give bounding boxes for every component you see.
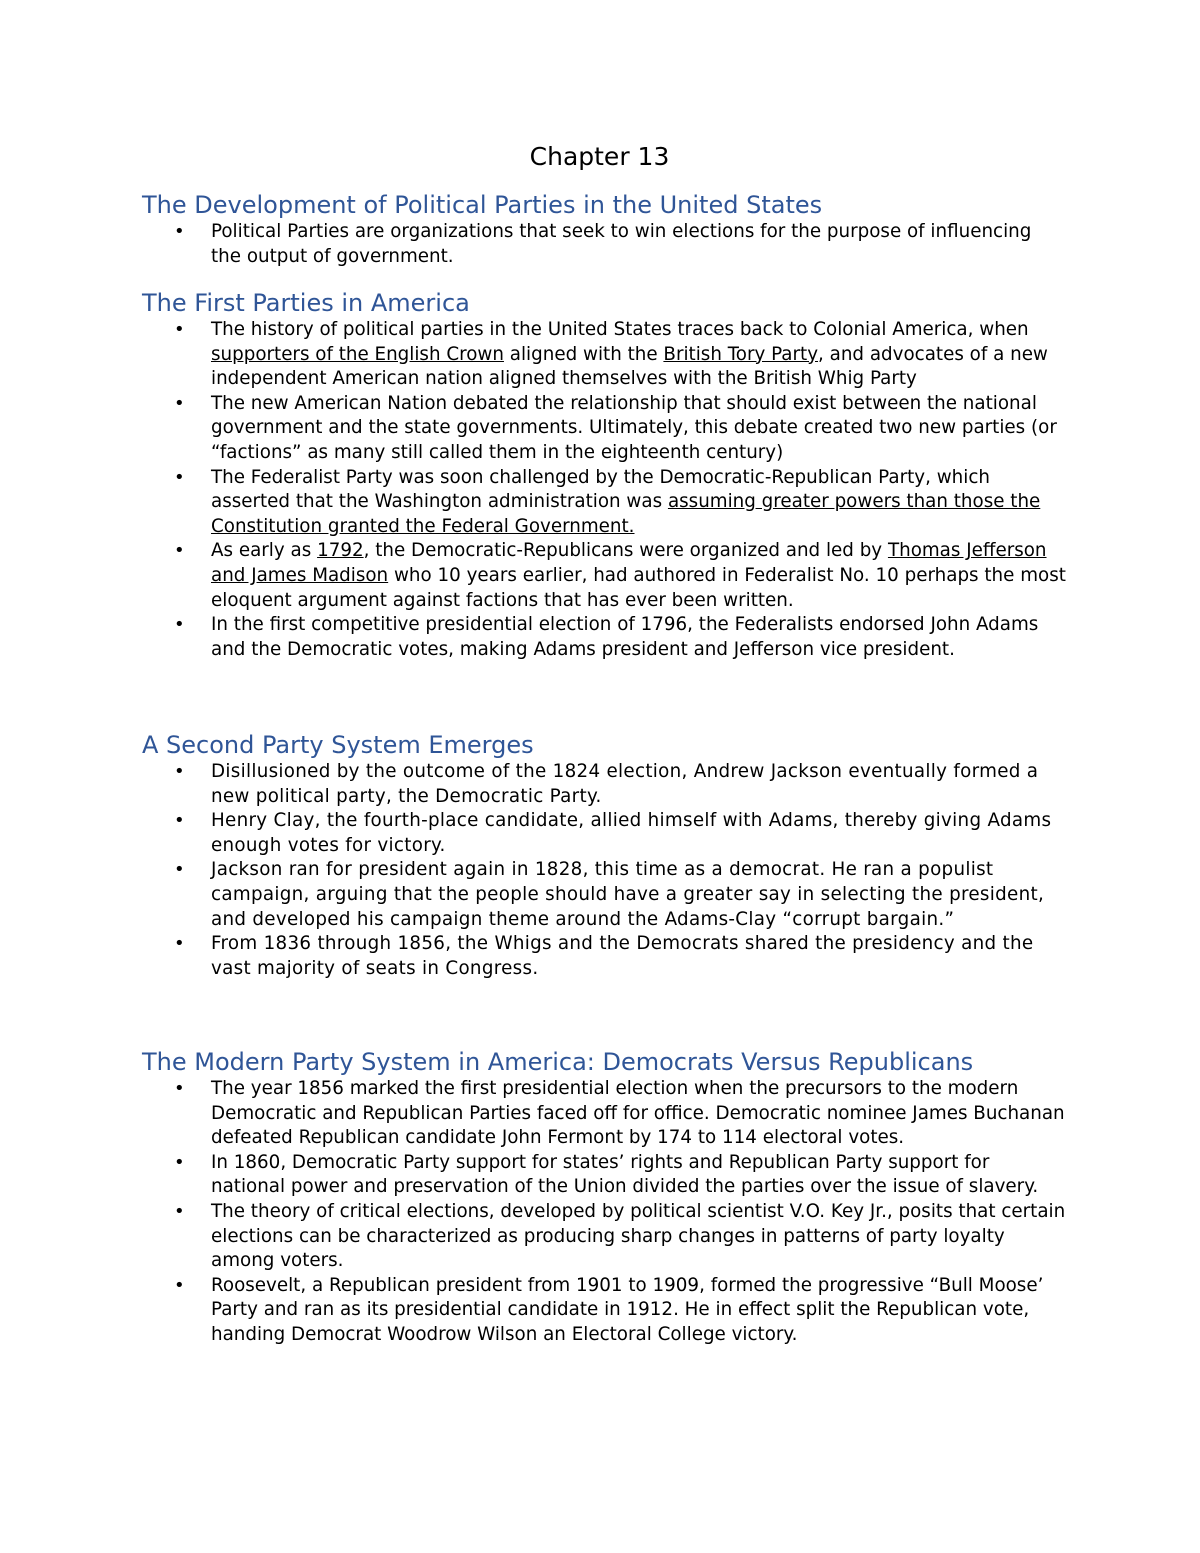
list-item: • Disillusioned by the outcome of the 1824 election, Andrew Jackson eventually formed a new political party, the Democratic Party. [174,761,1039,807]
list-item: • Roosevelt, a Republican president from 1901 to 1909, formed the progressive “Bull Moose’ Party and ran as its presidential candidate in 1912. He in effect split the Republican vote, handing Democrat Woodrow Wilson an Electoral College victory. [174,1274,1044,1345]
list-item: • In 1860, Democratic Party support for states’ rights and Republican Party support for national power and preservation of the Union divided the parties over the issue of slavery. [174,1151,1039,1198]
section-second-party-system [142,730,1067,981]
bullet-icon: • [174,859,185,881]
chapter-title: Chapter 13 [529,142,670,171]
bullet-list [142,220,1067,269]
underlined-text: Thomas Jefferson and James Madison [211,540,1047,586]
underlined-text: British Tory Party [663,343,819,365]
bullet-icon: • [174,392,185,414]
section-heading: The First Parties in America [142,289,470,317]
section-heading: The Development of Political Parties in the United States [142,191,823,219]
bullet-icon: • [174,1151,185,1173]
list-item: • The history of political parties in the United States traces back to Colonial America, when supporters of the English Crown aligned with the British Tory Party, and advocates of a new independent American nation aligned themselves with the British Whig Party [174,319,1048,390]
bullet-icon: • [174,1078,185,1099]
bullet-icon: • [174,466,185,488]
section-first-parties [142,288,1067,662]
section-development [142,190,1067,269]
bullet-list [142,1077,1067,1348]
section-heading: A Second Party System Emerges [142,731,534,759]
bullet-icon: • [174,1200,185,1222]
list-item: • Jackson ran for president again in 1828, this time as a democrat. He ran a populist campaign, arguing that the people should have a greater say in selecting the president, and developed his campaign theme around the Adams-Clay “corrupt bargain.” [174,859,1045,930]
underlined-text: assuming greater powers than those the Constitution granted the Federal Government. [211,491,1041,537]
bullet-list [142,318,1067,662]
list-item: • The theory of critical elections, developed by political scientist V.O. Key Jr., posits that certain elections can be characterized as producing sharp changes in patterns of party loyalty among voters. [174,1200,1066,1272]
section-heading: The Modern Party System in America: Democrats Versus Republicans [142,1048,974,1076]
bullet-icon: • [174,810,185,832]
list-item: • As early as 1792, the Democratic-Republicans were organized and led by Thomas Jefferson and James Madison who 10 years earlier, had authored in Federalist No. 10 perhaps the most eloquent argument against factions that has ever been written. [174,540,1066,611]
list-item: • Henry Clay, the fourth-place candidate, allied himself with Adams, thereby giving Adams enough votes for victory. [174,810,1052,856]
bullet-icon: • [174,614,185,636]
list-item: • From 1836 through 1856, the Whigs and the Democrats shared the presidency and the vast majority of seats in Congress. [174,933,1034,979]
underlined-text: 1792 [317,540,364,562]
bullet-icon: • [174,319,185,340]
underlined-text: supporters of the English Crown [211,343,504,365]
section-modern-party-system [142,1047,1067,1348]
list-item: • The year 1856 marked the first presidential election when the precursors to the modern Democratic and Republican Parties faced off for office. Democratic nominee James Buchanan defeated Republican candidate John Fermont by 174 to 114 electoral votes. [174,1078,1065,1149]
bullet-list [142,760,1067,981]
list-item: • Political Parties are organizations that seek to win elections for the purpose of influencing the output of government. [174,221,1032,267]
bullet-icon: • [174,761,185,782]
list-item: • The new American Nation debated the relationship that should exist between the national government and the state governments. Ultimately, this debate created two new parties (or “factions” as many still called them in the eighteenth century) [174,392,1057,463]
bullet-icon: • [174,221,185,242]
list-item: • The Federalist Party was soon challenged by the Democratic-Republican Party, which asserted that the Washington administration was assuming greater powers than those the Constitution granted the Federal Government. [174,466,1041,537]
bullet-icon: • [174,933,185,955]
list-item: • In the first competitive presidential election of 1796, the Federalists endorsed John Adams and the Democratic votes, making Adams president and Jefferson vice president. [174,614,1039,660]
bullet-icon: • [174,540,185,562]
bullet-icon: • [174,1274,185,1296]
